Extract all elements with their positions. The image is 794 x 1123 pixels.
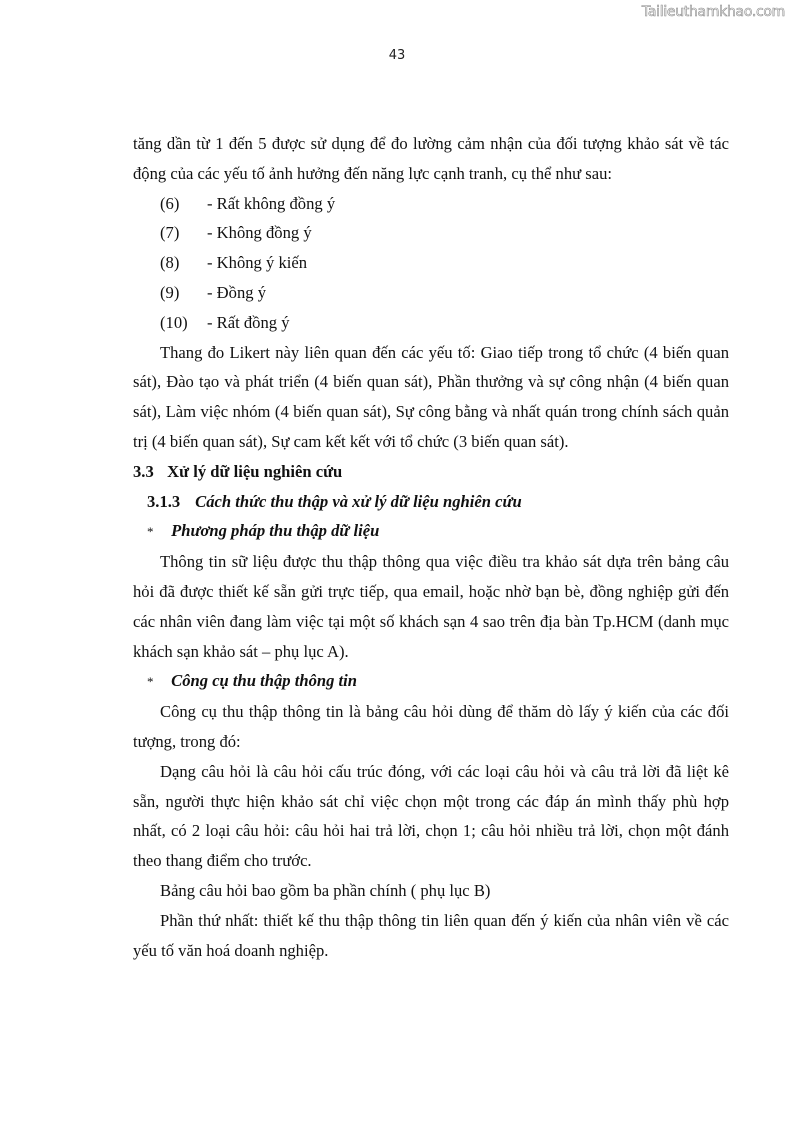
- bullet-heading-data-collection: [133, 516, 729, 547]
- subsection-number: 3.1.3: [147, 491, 181, 511]
- list-item: [133, 248, 729, 278]
- list-item-label: - Không ý kiến: [207, 253, 308, 273]
- list-item-number: (8): [160, 253, 180, 273]
- subsection-heading: [133, 487, 729, 517]
- questionnaire-parts-paragraph: Bảng câu hỏi bao gồm ba phần chính ( phụ lục B): [160, 880, 491, 900]
- list-item-label: - Không đồng ý: [207, 223, 312, 243]
- intro-paragraph: tăng dần từ 1 đến 5 được sử dụng để đo lường cảm nhận của đối tượng khảo sát về tác động của các yếu tố ảnh hưởng đến năng lực cạnh tranh, cụ thể như sau:: [133, 134, 729, 183]
- subsection-title: Cách thức thu thập và xử lý dữ liệu nghiên cứu: [195, 491, 522, 511]
- section-title: Xử lý dữ liệu nghiên cứu: [167, 461, 343, 481]
- list-item-number: (10): [160, 312, 188, 332]
- list-item-label: - Đồng ý: [207, 282, 266, 302]
- list-item: [133, 278, 729, 308]
- list-item: [133, 218, 729, 248]
- section-number: 3.3: [133, 461, 154, 481]
- asterisk-bullet-icon: *: [147, 674, 154, 690]
- bullet-heading-title: Phương pháp thu thập dữ liệu: [171, 521, 380, 541]
- watermark: Tailieuthamkhao.com: [641, 4, 785, 20]
- asterisk-bullet-icon: *: [147, 524, 154, 540]
- question-type-paragraph: Dạng câu hỏi là câu hỏi cấu trúc đóng, với các loại câu hỏi và câu trả lời đã liệt kê sẵn, người thực hiện khảo sát chỉ việc chọn một trong các đáp án mình thấy phù hợp nhất, có 2 loại câu hỏi: câu hỏi hai trả lời, chọn 1; câu hỏi nhiều trả lời, chọn một đánh theo thang điểm cho trước.: [133, 761, 729, 871]
- list-item-number: (9): [160, 282, 180, 302]
- list-item: [133, 189, 729, 219]
- likert-scale-list: [133, 189, 729, 338]
- list-item-number: (6): [160, 193, 180, 213]
- list-item: [133, 308, 729, 338]
- document-body: [133, 129, 729, 965]
- list-item-label: - Rất không đồng ý: [207, 193, 336, 213]
- tool-description-paragraph: Công cụ thu thập thông tin là bảng câu hỏi dùng để thăm dò lấy ý kiến của các đối tượng, trong đó:: [133, 702, 729, 751]
- likert-factors-paragraph: Thang đo Likert này liên quan đến các yếu tố: Giao tiếp trong tổ chức (4 biến quan sát), Đào tạo và phát triển (4 biến quan sát), Phần thưởng và sự công nhận (4 biến quan sát), Làm việc nhóm (4 biến quan sát), Sự công bằng và nhất quán trong chính sách quản trị (4 biến quan sát), Sự cam kết kết với tổ chức (3 biến quan sát).: [133, 342, 729, 451]
- list-item-label: - Rất đồng ý: [207, 312, 290, 332]
- page-number: 43: [388, 48, 406, 63]
- list-item-number: (7): [160, 223, 180, 243]
- part-one-paragraph: Phần thứ nhất: thiết kế thu thập thông tin liên quan đến ý kiến của nhân viên về các yếu tố văn hoá doanh nghiệp.: [133, 910, 729, 960]
- bullet-heading-tools: [133, 666, 729, 697]
- section-heading: [133, 457, 729, 487]
- bullet-heading-title: Công cụ thu thập thông tin: [171, 671, 357, 691]
- data-collection-paragraph: Thông tin sữ liệu được thu thập thông qua việc điều tra khảo sát dựa trên bảng câu hỏi đã được thiết kế sẵn gửi trực tiếp, qua email, hoặc nhờ bạn bè, đồng nghiệp gửi đến các nhân viên đang làm việc tại một số khách sạn 4 sao trên địa bàn Tp.HCM (danh mục khách sạn khảo sát – phụ lục A).: [133, 552, 729, 661]
